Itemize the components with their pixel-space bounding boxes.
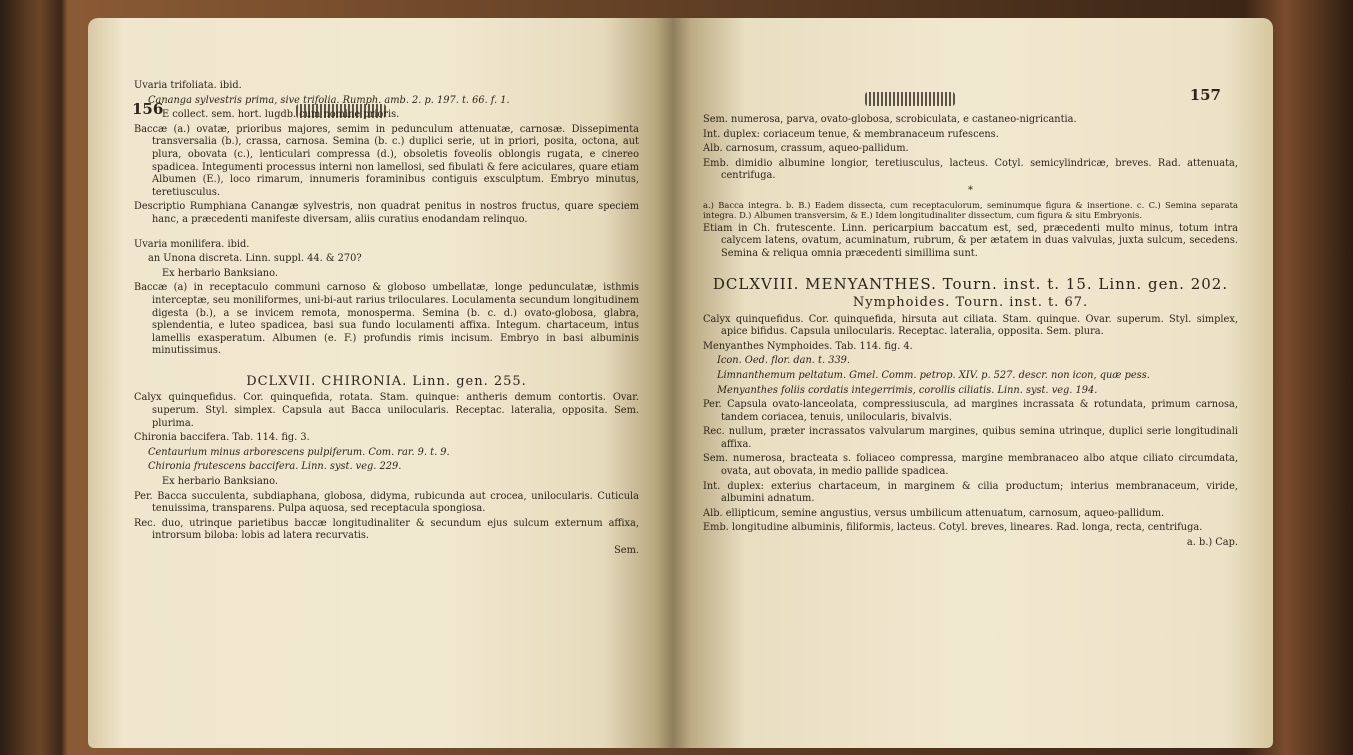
right-page: [673, 18, 1273, 748]
genus-description: Calyx quinquefidus. Cor. quinquefida, hirsuta aut ciliata. Stam. quinque. Ovar. superum. Styl. simplex, apice bifidus. Capsula unilocularis. Receptac. lateralia, opposita. Sem. plura.: [703, 313, 1238, 338]
right-column: [703, 114, 1238, 552]
description-paragraph: Etiam in Ch. frutescente. Linn. pericarpium baccatum est, sed, præcedenti multo minus, totum intra calycem latens, ovatum, acuminatum, rubrum, & per ætatem in duas valvulas, juxta sulcum, secedens. Semina & reliqua omnia præcedenti simillima sunt.: [703, 222, 1238, 259]
synonym-line: Icon. Oed. flor. dan. t. 339.: [717, 355, 851, 367]
synonym-line: Cananga sylvestris prima, sive trifolia. Rumph. amb. 2. p. 197. t. 66. f. 1.: [148, 94, 510, 106]
description-paragraph: Alb. carnosum, crassum, aqueo-pallidum.: [703, 143, 909, 155]
source-line: E collect. sem. hort. lugdb. cum nomine prioris.: [162, 109, 400, 121]
description-paragraph: Int. duplex: exterius chartaceum, in marginem & cilia productum; interius membranaceum, viride, albumini adnatum.: [703, 480, 1238, 505]
source-line: Ex herbario Banksiano.: [162, 476, 278, 488]
genus-heading: DCLXVIII. MENYANTHES. Tourn. inst. t. 15. Linn. gen. 202.: [712, 275, 1229, 294]
entry-title: Uvaria trifoliata. ibid.: [134, 80, 242, 91]
left-page: [88, 18, 673, 748]
description-paragraph: Rec. nullum, præter incrassatos valvularum margines, quibus semina utrinque, duplici serie longitudinali affixa.: [703, 426, 1238, 450]
entry-title: Uvaria monilifera. ibid.: [134, 238, 250, 250]
page-number-left: 156: [132, 100, 164, 118]
synonym-line: Limnanthemum peltatum. Gmel. Comm. petrop. XIV. p. 527. descr. non icon, quæ pess.: [717, 369, 1150, 381]
genus-heading: DCLXVII. CHIRONIA. Linn. gen. 255.: [246, 373, 527, 389]
asterisk: *: [968, 184, 973, 196]
species-title: Chironia baccifera. Tab. 114. fig. 3.: [134, 432, 310, 444]
description-paragraph: Emb. dimidio albumine longior, teretiusculus, lacteus. Cotyl. semicylindricæ, breves. Rad. attenuata, centrifuga.: [703, 157, 1238, 182]
genus-description: Calyx quinquefidus. Cor. quinquefida, rotata. Stam. quinque: antheris demum contortis. Ovar. superum. Styl. simplex. Capsula aut Bacca unilocularis. Receptac. lateralia, opposita. Sem. plurima.: [134, 392, 639, 429]
description-paragraph: Per. Capsula ovato-lanceolata, compressiuscula, ad margines incrassata & rotundata, primum carnosa, tandem coriacea, tenuis, unilocularis, bivalvis.: [703, 399, 1238, 423]
species-title: Menyanthes Nymphoides. Tab. 114. fig. 4.: [703, 340, 913, 352]
description-paragraph: Alb. ellipticum, semine angustius, versus umbilicum attenuatum, carnosum, aqueo-pallidum.: [703, 507, 1165, 519]
description-paragraph: Baccæ (a) in receptaculo communi carnoso & globoso umbellatæ, longe pedunculatæ, isthmis interceptæ, seu moniliformes, uni-bi-aut rarius triloculares. Loculamenta secundum longitudinem digesta (b.), a se invicem remota, monosperma. Semina (b. c. d.) ovato-globosa, glabra, splendentia, e luteo spadicea, basi sua fundo loculamenti affixa. Integum. chartaceum, intus lamellis exasperatum. Albumen (e. F.) profundis rimis incisum. Embryo in basi albuminis minutissimus.: [134, 282, 639, 357]
description-paragraph: Int. duplex: coriaceum tenue, & membranaceum rufescens.: [703, 128, 999, 140]
synonym-line: Chironia frutescens baccifera. Linn. syst. veg. 229.: [148, 461, 402, 473]
left-column: [134, 80, 639, 560]
synonym-line: an Unona discreta. Linn. suppl. 44. & 270?: [148, 253, 362, 265]
description-paragraph: Emb. longitudine albuminis, filiformis, lacteus. Cotyl. breves, lineares. Rad. longa, recta, centrifuga.: [703, 522, 1203, 534]
synonym-line: Centaurium minus arborescens pulpiferum. Com. rar. 9. t. 9.: [148, 446, 450, 458]
figure-caption: a.) Bacca integra. b. B.) Eadem dissecta, cum receptaculorum, seminumque figura & insertione. c. C.) Semina separata integra. D.) Albumen transversim, & E.) Idem longitudinaliter dissectum, cum figura & situ Embryonis.: [703, 199, 1238, 221]
description-paragraph: Sem. numerosa, parva, ovato-globosa, scrobiculata, e castaneo-nigricantia.: [703, 114, 1077, 125]
source-line: Ex herbario Banksiano.: [162, 267, 278, 279]
catchword: Sem.: [614, 545, 639, 556]
description-paragraph: Per. Bacca succulenta, subdiaphana, globosa, didyma, rubicunda aut crocea, unilocularis. Cuticula tenuissima, transparens. Pulpa aquosa, sed receptacula spongiosa.: [134, 490, 639, 515]
catchword: a. b.) Cap.: [1186, 537, 1238, 549]
description-paragraph: Descriptio Rumphiana Canangæ sylvestris, non quadrat penitus in nostros fructus, quare speciem hanc, a præcedenti manifeste diversam, aliis curatius enodandam relinquo.: [134, 201, 639, 225]
synonym-line: Menyanthes foliis cordatis integerrimis, corollis ciliatis. Linn. syst. veg. 194.: [717, 384, 1098, 396]
description-paragraph: Sem. numerosa, bracteata s. foliaceo compressa, margine membranaceo albo atque ciliato circumdata, ovata, aut obovata, in medio pallide spadicea.: [703, 453, 1238, 478]
ornament-icon: [865, 92, 955, 106]
description-paragraph: Baccæ (a.) ovatæ, prioribus majores, semim in pedunculum attenuatæ, carnosæ. Dissepimenta transversalia (b.), crassa, carnosa. Semina (b. c.) duplici serie, ut in priori, posita, octona, aut plura, obovata (c.), lenticulari compressa (d.), obsoletis foveolis oblongis rugata, e cinereo spadicea. Integumenti processus interni non lamellosi, sed fibulati & fere aciculares, quare etiam Albumen (E.), loco rimarum, innumeris foraminibus contiguis exsculptum. Embryo minutus, teretiusculus.: [134, 123, 639, 198]
description-paragraph: Rec. duo, utrinque parietibus baccæ longitudinaliter & secundum ejus sulcum externum affixa, introrsum biloba: lobis ad latera recurvatis.: [134, 517, 639, 542]
page-number-right: 157: [1189, 86, 1221, 104]
genus-subheading: Nymphoides. Tourn. inst. t. 67.: [852, 294, 1089, 310]
